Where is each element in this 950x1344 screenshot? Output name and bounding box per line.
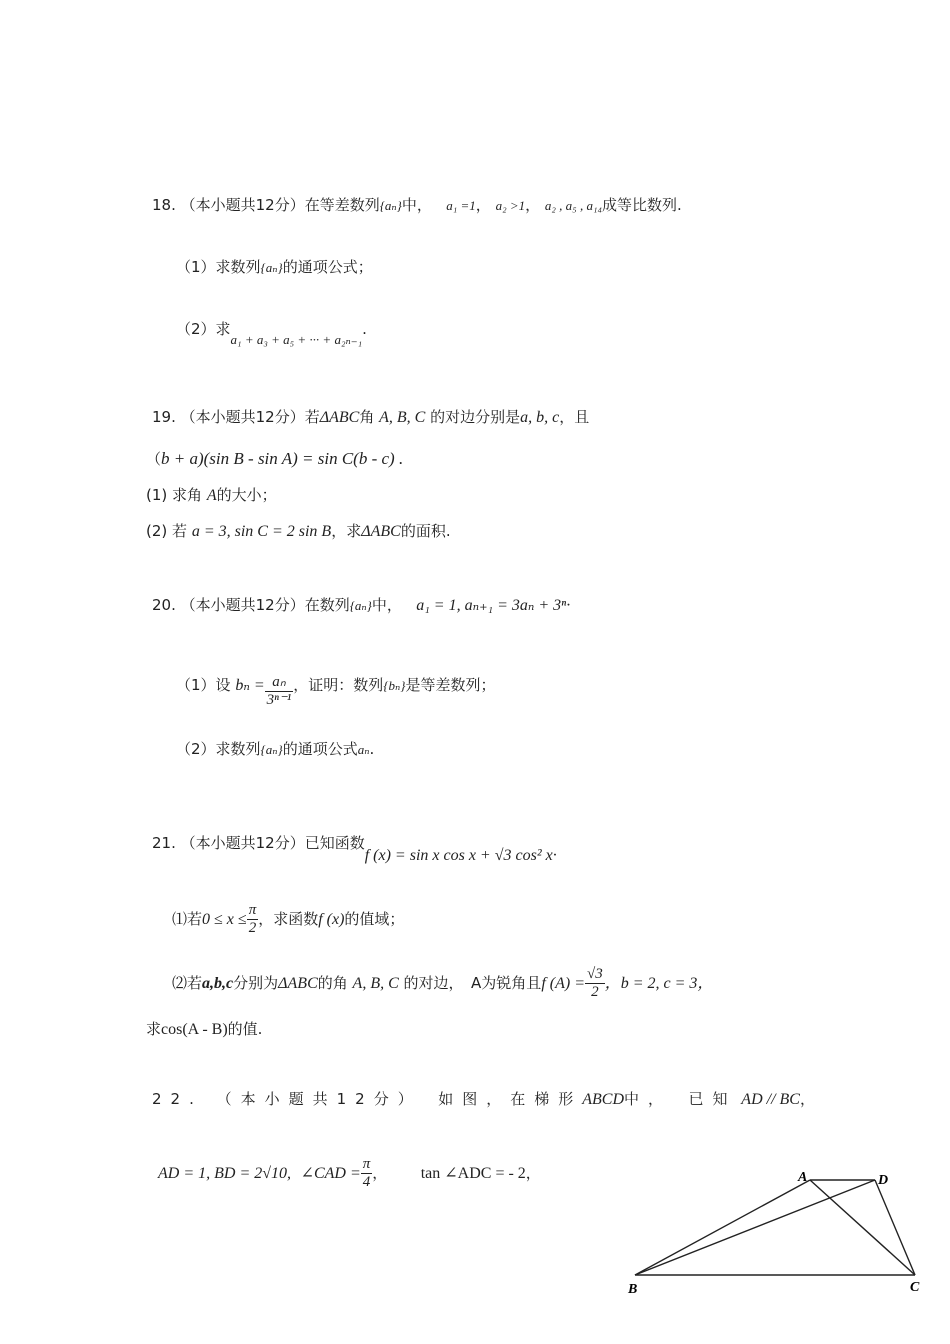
- q20-p1-prefix: （1）设: [176, 676, 231, 694]
- q21-header-line: [152, 832, 557, 864]
- q20-header-line: [152, 594, 570, 617]
- q19-equation: [146, 448, 403, 470]
- q21-p2-mid1: 分别为: [233, 974, 279, 992]
- q20-p2-mid: 的通项公式: [282, 740, 358, 758]
- q19-p1-suffix: 的大小；: [216, 486, 277, 504]
- q21-p1-mid: ，求函数: [258, 910, 319, 928]
- q22-quad: ABCD: [582, 1091, 624, 1108]
- q18-header: 18. （本小题共12分）在等差数列: [152, 196, 380, 214]
- q20-header: 20. （本小题共12分）在数列: [152, 596, 350, 614]
- q20-p1-fraction: [265, 674, 294, 709]
- q20-p2-prefix: （2）求数列: [176, 740, 261, 758]
- q21-p2-line2-suffix: 的值.: [227, 1020, 263, 1038]
- q22-line2-c: tan ∠ADC = - 2: [420, 1165, 526, 1182]
- q19-eq: b + a)(sin B - sin A) = sin C(b - c) .: [161, 449, 404, 468]
- segment-dc: [875, 1180, 915, 1275]
- q19-header-line: [152, 406, 589, 429]
- q19-part2: [146, 520, 451, 543]
- q22-line2-den: 4: [362, 1174, 371, 1190]
- q18-seq: {aₙ}: [379, 198, 402, 213]
- label-c: C: [910, 1280, 920, 1295]
- q18-header-line: [152, 194, 682, 217]
- q22-line2-num: π: [362, 1156, 371, 1172]
- q20-cond: a₁ = 1, aₙ₊₁ = 3aₙ + 3ⁿ·: [416, 597, 571, 614]
- q20-p1-mid: ，证明：数列: [293, 676, 384, 694]
- q18-part2: [176, 318, 367, 347]
- q21-p2-sides: a,b,c: [202, 975, 234, 992]
- segment-ac: [810, 1180, 915, 1275]
- q19-sides: a, b, c: [520, 409, 560, 426]
- q19-p2-suffix: 的面积.: [400, 522, 451, 540]
- q19-mid1: 角: [359, 408, 375, 426]
- q21-p1-cond: 0 ≤ x ≤: [202, 911, 247, 928]
- q19-p2-tri: ΔABC: [361, 523, 401, 540]
- q19-tri: ΔABC: [319, 409, 360, 426]
- q18-p2-expr: a₁ + a₃ + a₅ + ··· + a₂ₙ₋₁: [230, 332, 363, 347]
- q21-p2-prefix: ⑵若: [172, 974, 203, 992]
- q21-p2-mid3: 的对边， A为锐角且: [403, 974, 542, 992]
- q22-line2-b: ∠CAD =: [300, 1165, 361, 1182]
- q18-part1: [176, 256, 373, 279]
- q22-mid: 中， 已知: [624, 1090, 737, 1108]
- q20-p1-den: 3ⁿ⁻¹: [266, 692, 292, 708]
- q20-p1-suffix: 是等差数列；: [405, 676, 496, 694]
- q20-p1-seq: {bₙ}: [383, 678, 406, 693]
- q19-mid2: 的对边分别是: [430, 408, 521, 426]
- q19-p1-var: A: [206, 487, 217, 504]
- q21-p1-den: 2: [248, 920, 257, 936]
- q18-sep1: ，: [475, 196, 491, 214]
- q21-p2-cond: ，b = 2, c = 3，: [604, 975, 714, 992]
- q20-p2-var: aₙ: [357, 742, 370, 757]
- q20-part1: [176, 668, 496, 708]
- q21-p1-fraction: [247, 902, 259, 937]
- q22-line2-sep: ，: [372, 1164, 388, 1182]
- q19-angles: A, B, C: [379, 409, 426, 426]
- q22-header: 22. （本小题共12分） 如图，在梯形: [152, 1090, 583, 1108]
- q19-p1-prefix: (1) 求角: [146, 486, 203, 504]
- q18-p1-prefix: （1）求数列: [176, 258, 261, 276]
- q21-p2-line2-prefix: 求: [146, 1020, 162, 1038]
- q20-part2: [176, 738, 374, 761]
- q18-sep2: ，: [525, 196, 541, 214]
- q22-line2-a: AD = 1, BD = 2√10,: [158, 1165, 292, 1182]
- q18-p2-suffix: .: [362, 320, 367, 338]
- q21-func: f (x) = sin x cos x + √3 cos² x·: [364, 847, 557, 864]
- q21-p1-num: π: [248, 902, 257, 918]
- q20-p1-lhs: bₙ =: [235, 677, 265, 694]
- q21-p1-prefix: ⑴若: [172, 910, 203, 928]
- label-b: B: [628, 1282, 638, 1297]
- q22-line2-tail: ，: [525, 1164, 541, 1182]
- q20-p2-seq: {aₙ}: [260, 742, 283, 757]
- q18-p1-seq: {aₙ}: [260, 260, 283, 275]
- q21-part2: [172, 966, 713, 1001]
- trapezoid-figure: [620, 1165, 940, 1305]
- q21-p2-tri: ΔABC: [278, 975, 318, 992]
- q18-p1-suffix: 的通项公式；: [282, 258, 373, 276]
- q18-cond1: a₁ =1: [446, 198, 476, 213]
- label-a: A: [798, 1170, 808, 1185]
- q19-tail: ，且: [559, 408, 590, 426]
- q18-mid: 中，: [401, 196, 432, 214]
- q19-p2-mid: ，求: [331, 522, 362, 540]
- q19-p2-prefix: (2) 若: [146, 522, 188, 540]
- q19-part1: [146, 484, 277, 507]
- q20-p1-num: aₙ: [265, 674, 294, 692]
- q18-cond2: a₂ >1: [495, 198, 526, 213]
- q21-p2-den: 2: [591, 984, 599, 1000]
- q18-p2-prefix: （2）求: [176, 320, 231, 338]
- q19-header: 19. （本小题共12分）若: [152, 408, 320, 426]
- q22-line2-fraction: [361, 1156, 373, 1191]
- q21-p2-num: √3: [586, 966, 603, 982]
- q20-mid: 中，: [371, 596, 402, 614]
- q20-seq: {aₙ}: [349, 598, 372, 613]
- q21-p2-angles: A, B, C: [352, 975, 399, 992]
- q22-tail: ，: [799, 1090, 815, 1108]
- q18-cond3: a₂ , a₅ , a₁₄: [544, 198, 602, 213]
- q21-p2-fa: f (A) =: [541, 975, 585, 992]
- q19-eq-prefix: （: [146, 450, 162, 468]
- q21-p2-mid2: 的角: [317, 974, 348, 992]
- q21-header: 21. （本小题共12分）已知函数: [152, 834, 365, 852]
- q21-p1-f: f (x): [318, 911, 345, 928]
- q20-p2-suffix: .: [369, 740, 375, 758]
- q18-tail: 成等比数列.: [601, 196, 682, 214]
- q22-line2: [158, 1156, 541, 1191]
- q21-p2-fraction: [585, 966, 605, 1001]
- segment-bd: [635, 1180, 875, 1275]
- q21-part1: [172, 902, 404, 937]
- q22-parallel: AD // BC: [741, 1091, 800, 1108]
- q21-p1-suffix: 的值域；: [344, 910, 405, 928]
- q19-p2-cond: a = 3, sin C = 2 sin B: [191, 523, 332, 540]
- q22-header-line: [152, 1088, 815, 1111]
- q21-p2-line2-expr: cos(A - B): [161, 1021, 228, 1038]
- segment-ab: [635, 1180, 810, 1275]
- q21-part2-line2: [146, 1018, 262, 1041]
- label-d: D: [878, 1173, 889, 1188]
